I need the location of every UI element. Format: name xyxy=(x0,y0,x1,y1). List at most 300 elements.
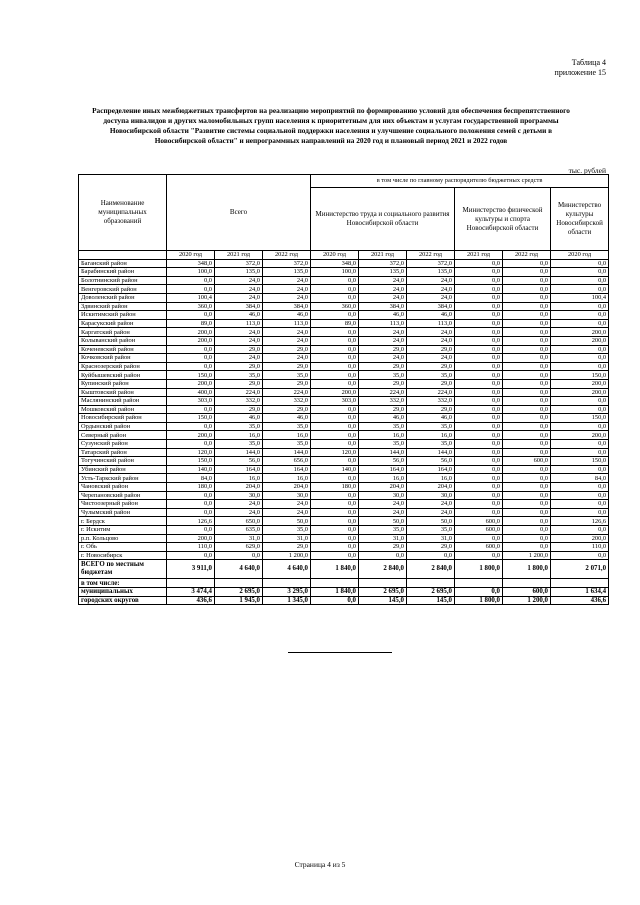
value-cell: 150,0 xyxy=(551,457,609,466)
row-label-cell: Кыштовский район xyxy=(79,388,167,397)
row-label-cell: Коченевский район xyxy=(79,345,167,354)
value-cell: 24,0 xyxy=(215,293,263,302)
value-cell: 0,0 xyxy=(503,285,551,294)
value-cell: 0,0 xyxy=(455,551,503,560)
value-cell: 29,0 xyxy=(407,345,455,354)
value-cell: 348,0 xyxy=(311,259,359,268)
value-cell: 29,0 xyxy=(263,362,311,371)
value-cell: 24,0 xyxy=(407,336,455,345)
value-cell: 0,0 xyxy=(167,311,215,320)
row-label-cell: муниципальных xyxy=(79,587,167,596)
value-cell: 180,0 xyxy=(311,483,359,492)
value-cell: 150,0 xyxy=(551,414,609,423)
value-cell: 29,0 xyxy=(215,345,263,354)
value-cell: 144,0 xyxy=(263,448,311,457)
value-cell: 0,0 xyxy=(455,422,503,431)
value-cell: 2 695,0 xyxy=(215,587,263,596)
value-cell: 0,0 xyxy=(311,491,359,500)
value-cell: 0,0 xyxy=(551,500,609,509)
value-cell: 0,0 xyxy=(455,388,503,397)
value-cell: 145,0 xyxy=(359,596,407,605)
subtotal-row xyxy=(79,596,609,605)
value-cell: 1 800,0 xyxy=(503,560,551,579)
value-cell: 200,0 xyxy=(167,336,215,345)
value-cell: 384,0 xyxy=(359,302,407,311)
value-cell: 0,0 xyxy=(311,457,359,466)
value-cell: 2 840,0 xyxy=(407,560,455,579)
row-label-cell: Болотнинский район xyxy=(79,276,167,285)
ministry-sport-header: Министерство физической культуры и спорта Новосибирской области xyxy=(455,188,551,251)
value-cell: 144,0 xyxy=(407,448,455,457)
value-cell: 126,6 xyxy=(167,517,215,526)
value-cell: 224,0 xyxy=(359,388,407,397)
value-cell: 0,0 xyxy=(503,517,551,526)
value-cell: 0,0 xyxy=(311,328,359,337)
value-cell: 0,0 xyxy=(503,508,551,517)
value-cell: 150,0 xyxy=(167,371,215,380)
value-cell: 29,0 xyxy=(359,543,407,552)
value-cell: 0,0 xyxy=(551,276,609,285)
value-cell: 200,0 xyxy=(551,388,609,397)
value-cell: 0,0 xyxy=(167,354,215,363)
value-cell: 1 200,0 xyxy=(263,551,311,560)
value-cell: 164,0 xyxy=(359,465,407,474)
value-cell: 0,0 xyxy=(311,543,359,552)
value-cell: 35,0 xyxy=(215,440,263,449)
table-row xyxy=(79,259,609,268)
value-cell: 0,0 xyxy=(311,422,359,431)
row-label-cell: Венгеровский район xyxy=(79,285,167,294)
value-cell: 24,0 xyxy=(359,276,407,285)
value-cell: 35,0 xyxy=(407,371,455,380)
page-header xyxy=(555,58,606,78)
value-cell: 0,0 xyxy=(551,491,609,500)
value-cell: 2 071,0 xyxy=(551,560,609,579)
value-cell: 24,0 xyxy=(215,328,263,337)
ministry-labor-header: Министерство труда и социального развития Новосибирской области xyxy=(311,188,455,251)
value-cell: 224,0 xyxy=(407,388,455,397)
value-cell: 24,0 xyxy=(263,285,311,294)
value-cell: 0,0 xyxy=(311,345,359,354)
table-row xyxy=(79,379,609,388)
value-cell: 0,0 xyxy=(551,551,609,560)
value-cell: 0,0 xyxy=(503,543,551,552)
value-cell: 0,0 xyxy=(311,551,359,560)
value-cell: 0,0 xyxy=(455,500,503,509)
value-cell: 0,0 xyxy=(311,285,359,294)
row-label-cell: Каргатский район xyxy=(79,328,167,337)
year-header-row xyxy=(79,251,609,260)
table-row xyxy=(79,551,609,560)
row-label-cell: Усть-Таркский район xyxy=(79,474,167,483)
value-cell: 0,0 xyxy=(503,397,551,406)
value-cell: 16,0 xyxy=(215,474,263,483)
table-row xyxy=(79,465,609,474)
value-cell: 24,0 xyxy=(215,508,263,517)
value-cell: 0,0 xyxy=(503,388,551,397)
value-cell: 0,0 xyxy=(455,371,503,380)
value-cell: 0,0 xyxy=(551,362,609,371)
row-label-cell: Черепановский район xyxy=(79,491,167,500)
value-cell: 24,0 xyxy=(359,293,407,302)
value-cell: 1 800,0 xyxy=(455,560,503,579)
table-row xyxy=(79,422,609,431)
row-label-cell: Чулымский район xyxy=(79,508,167,517)
value-cell: 0,0 xyxy=(311,508,359,517)
value-cell: 332,0 xyxy=(407,397,455,406)
value-cell: 135,0 xyxy=(359,268,407,277)
value-cell: 164,0 xyxy=(263,465,311,474)
value-cell: 384,0 xyxy=(215,302,263,311)
value-cell: 29,0 xyxy=(359,345,407,354)
value-cell: 84,0 xyxy=(167,474,215,483)
table-row xyxy=(79,431,609,440)
value-cell: 35,0 xyxy=(359,526,407,535)
value-cell: 384,0 xyxy=(407,302,455,311)
table-row xyxy=(79,354,609,363)
value-cell: 84,0 xyxy=(551,474,609,483)
value-cell: 0,0 xyxy=(503,474,551,483)
value-cell: 24,0 xyxy=(407,500,455,509)
value-cell: 29,0 xyxy=(407,362,455,371)
value-cell: 46,0 xyxy=(215,311,263,320)
value-cell: 600,0 xyxy=(503,587,551,596)
value-cell: 0,0 xyxy=(455,362,503,371)
value-cell: 0,0 xyxy=(167,405,215,414)
row-label-cell: Татарский район xyxy=(79,448,167,457)
value-cell: 635,0 xyxy=(215,526,263,535)
value-cell: 56,0 xyxy=(359,457,407,466)
value-cell: 31,0 xyxy=(407,534,455,543)
value-cell: 29,0 xyxy=(407,379,455,388)
value-cell: 600,0 xyxy=(455,526,503,535)
value-cell: 30,0 xyxy=(407,491,455,500)
value-cell: 0,0 xyxy=(455,379,503,388)
separator-line xyxy=(288,652,392,653)
value-cell: 31,0 xyxy=(215,534,263,543)
total-column-header: Всего xyxy=(167,175,311,251)
value-cell: 0,0 xyxy=(551,302,609,311)
value-cell: 0,0 xyxy=(503,483,551,492)
value-cell: 348,0 xyxy=(167,259,215,268)
value-cell: 1 945,0 xyxy=(215,596,263,605)
value-cell: 24,0 xyxy=(359,336,407,345)
value-cell: 436,6 xyxy=(551,596,609,605)
value-cell: 24,0 xyxy=(215,336,263,345)
value-cell: 1 634,4 xyxy=(551,587,609,596)
value-cell: 0,0 xyxy=(311,500,359,509)
value-cell: 1 200,0 xyxy=(503,551,551,560)
value-cell: 0,0 xyxy=(311,293,359,302)
table-row xyxy=(79,319,609,328)
value-cell: 0,0 xyxy=(167,276,215,285)
row-label-cell: Колыванский район xyxy=(79,336,167,345)
value-cell: 46,0 xyxy=(359,311,407,320)
value-cell: 0,0 xyxy=(503,379,551,388)
value-cell: 35,0 xyxy=(263,526,311,535)
value-cell: 0,0 xyxy=(455,440,503,449)
value-cell: 144,0 xyxy=(215,448,263,457)
value-cell: 46,0 xyxy=(407,311,455,320)
table-row xyxy=(79,293,609,302)
value-cell: 24,0 xyxy=(263,293,311,302)
value-cell: 0,0 xyxy=(455,336,503,345)
table-row xyxy=(79,302,609,311)
value-cell: 0,0 xyxy=(455,534,503,543)
row-label-cell: Куйбышевский район xyxy=(79,371,167,380)
value-cell: 0,0 xyxy=(455,276,503,285)
value-cell: 0,0 xyxy=(503,448,551,457)
row-label-cell: Купинский район xyxy=(79,379,167,388)
empty-cell xyxy=(503,579,551,588)
value-cell: 24,0 xyxy=(359,354,407,363)
value-cell: 113,0 xyxy=(359,319,407,328)
value-cell: 0,0 xyxy=(311,354,359,363)
value-cell: 29,0 xyxy=(263,379,311,388)
value-cell: 50,0 xyxy=(359,517,407,526)
value-cell: 100,4 xyxy=(167,293,215,302)
table-row xyxy=(79,328,609,337)
table-number: Таблица 4 xyxy=(571,58,606,67)
value-cell: 0,0 xyxy=(167,422,215,431)
table-row xyxy=(79,448,609,457)
table-row xyxy=(79,440,609,449)
value-cell: 224,0 xyxy=(263,388,311,397)
row-label-cell: Северный район xyxy=(79,431,167,440)
value-cell: 0,0 xyxy=(167,526,215,535)
value-cell: 0,0 xyxy=(551,405,609,414)
value-cell: 0,0 xyxy=(455,457,503,466)
value-cell: 2 840,0 xyxy=(359,560,407,579)
value-cell: 0,0 xyxy=(215,551,263,560)
value-cell: 110,0 xyxy=(551,543,609,552)
row-label-cell: Искитимский район xyxy=(79,311,167,320)
table-row xyxy=(79,362,609,371)
breakdown-header: в том числе по главному распорядителю бюджетных средств xyxy=(311,175,609,188)
table-row xyxy=(79,543,609,552)
value-cell: 4 640,0 xyxy=(215,560,263,579)
value-cell: 164,0 xyxy=(407,465,455,474)
value-cell: 0,0 xyxy=(455,448,503,457)
value-cell: 35,0 xyxy=(359,440,407,449)
value-cell: 0,0 xyxy=(551,483,609,492)
year-header-cell: 2021 год xyxy=(215,251,263,260)
row-label-cell: г. Искитим xyxy=(79,526,167,535)
value-cell: 120,0 xyxy=(167,448,215,457)
year-header-cell: 2021 год xyxy=(359,251,407,260)
value-cell: 3 911,0 xyxy=(167,560,215,579)
value-cell: 150,0 xyxy=(167,414,215,423)
value-cell: 35,0 xyxy=(407,440,455,449)
value-cell: 0,0 xyxy=(551,526,609,535)
value-cell: 31,0 xyxy=(359,534,407,543)
value-cell: 56,0 xyxy=(407,457,455,466)
table-row xyxy=(79,345,609,354)
value-cell: 30,0 xyxy=(359,491,407,500)
value-cell: 0,0 xyxy=(167,508,215,517)
value-cell: 24,0 xyxy=(407,293,455,302)
value-cell: 0,0 xyxy=(503,491,551,500)
value-cell: 600,0 xyxy=(455,543,503,552)
value-cell: 0,0 xyxy=(455,293,503,302)
value-cell: 0,0 xyxy=(503,302,551,311)
value-cell: 2 695,0 xyxy=(407,587,455,596)
value-cell: 360,0 xyxy=(311,302,359,311)
value-cell: 0,0 xyxy=(311,336,359,345)
value-cell: 0,0 xyxy=(503,440,551,449)
value-cell: 0,0 xyxy=(167,440,215,449)
value-cell: 0,0 xyxy=(503,345,551,354)
value-cell: 0,0 xyxy=(503,319,551,328)
table-row xyxy=(79,534,609,543)
value-cell: 0,0 xyxy=(359,551,407,560)
empty-cell xyxy=(455,579,503,588)
value-cell: 204,0 xyxy=(359,483,407,492)
value-cell: 24,0 xyxy=(263,336,311,345)
value-cell: 0,0 xyxy=(407,551,455,560)
value-cell: 0,0 xyxy=(311,526,359,535)
row-label-cell: Краснозерский район xyxy=(79,362,167,371)
value-cell: 600,0 xyxy=(503,457,551,466)
row-label-cell: Мошковский район xyxy=(79,405,167,414)
table-row xyxy=(79,371,609,380)
value-cell: 1 840,0 xyxy=(311,587,359,596)
value-cell: 0,0 xyxy=(311,405,359,414)
value-cell: 200,0 xyxy=(167,431,215,440)
value-cell: 164,0 xyxy=(215,465,263,474)
value-cell: 135,0 xyxy=(263,268,311,277)
value-cell: 0,0 xyxy=(455,268,503,277)
value-cell: 200,0 xyxy=(551,534,609,543)
empty-cell xyxy=(167,579,215,588)
value-cell: 0,0 xyxy=(455,508,503,517)
value-cell: 24,0 xyxy=(407,285,455,294)
value-cell: 0,0 xyxy=(551,345,609,354)
value-cell: 180,0 xyxy=(167,483,215,492)
value-cell: 332,0 xyxy=(215,397,263,406)
value-cell: 0,0 xyxy=(455,328,503,337)
empty-cell xyxy=(359,579,407,588)
row-label-cell: Кочковский район xyxy=(79,354,167,363)
value-cell: 0,0 xyxy=(503,336,551,345)
value-cell: 29,0 xyxy=(215,379,263,388)
value-cell: 303,0 xyxy=(311,397,359,406)
table-row xyxy=(79,526,609,535)
value-cell: 16,0 xyxy=(263,431,311,440)
value-cell: 0,0 xyxy=(455,397,503,406)
value-cell: 2 695,0 xyxy=(359,587,407,596)
value-cell: 24,0 xyxy=(359,500,407,509)
value-cell: 0,0 xyxy=(551,285,609,294)
value-cell: 0,0 xyxy=(455,465,503,474)
value-cell: 0,0 xyxy=(503,534,551,543)
value-cell: 35,0 xyxy=(359,371,407,380)
value-cell: 3 474,4 xyxy=(167,587,215,596)
value-cell: 29,0 xyxy=(407,405,455,414)
row-label-cell: г. Бердск xyxy=(79,517,167,526)
value-cell: 24,0 xyxy=(215,276,263,285)
year-header-cell: 2020 год xyxy=(311,251,359,260)
year-header-cell: 2020 год xyxy=(167,251,215,260)
value-cell: 0,0 xyxy=(455,259,503,268)
value-cell: 16,0 xyxy=(215,431,263,440)
value-cell: 0,0 xyxy=(551,465,609,474)
value-cell: 0,0 xyxy=(311,362,359,371)
table-row xyxy=(79,285,609,294)
value-cell: 436,6 xyxy=(167,596,215,605)
value-cell: 126,6 xyxy=(551,517,609,526)
value-cell: 0,0 xyxy=(311,379,359,388)
value-cell: 24,0 xyxy=(407,508,455,517)
value-cell: 35,0 xyxy=(263,371,311,380)
table-row xyxy=(79,414,609,423)
value-cell: 24,0 xyxy=(407,328,455,337)
including-label: в том числе: xyxy=(79,579,167,588)
value-cell: 200,0 xyxy=(551,379,609,388)
value-cell: 16,0 xyxy=(359,474,407,483)
value-cell: 200,0 xyxy=(551,431,609,440)
subtotal-row xyxy=(79,587,609,596)
value-cell: 1 200,0 xyxy=(503,596,551,605)
value-cell: 29,0 xyxy=(263,405,311,414)
value-cell: 200,0 xyxy=(551,328,609,337)
value-cell: 0,0 xyxy=(455,405,503,414)
row-label-cell: Маслянинский район xyxy=(79,397,167,406)
value-cell: 24,0 xyxy=(263,508,311,517)
row-label-cell: р.п. Кольцово xyxy=(79,534,167,543)
value-cell: 24,0 xyxy=(263,276,311,285)
value-cell: 0,0 xyxy=(551,422,609,431)
table-row xyxy=(79,336,609,345)
value-cell: 0,0 xyxy=(455,431,503,440)
value-cell: 0,0 xyxy=(503,422,551,431)
value-cell: 0,0 xyxy=(503,268,551,277)
empty-cell xyxy=(263,579,311,588)
value-cell: 140,0 xyxy=(311,465,359,474)
table-row xyxy=(79,397,609,406)
value-cell: 0,0 xyxy=(503,259,551,268)
value-cell: 46,0 xyxy=(215,414,263,423)
value-cell: 35,0 xyxy=(215,371,263,380)
table-row xyxy=(79,483,609,492)
empty-cell xyxy=(407,579,455,588)
value-cell: 360,0 xyxy=(167,302,215,311)
value-cell: 3 295,0 xyxy=(263,587,311,596)
value-cell: 29,0 xyxy=(215,362,263,371)
value-cell: 0,0 xyxy=(551,448,609,457)
value-cell: 629,0 xyxy=(215,543,263,552)
table-row xyxy=(79,474,609,483)
table-row xyxy=(79,457,609,466)
value-cell: 29,0 xyxy=(215,405,263,414)
value-cell: 35,0 xyxy=(215,422,263,431)
year-header-cell: 2022 год xyxy=(407,251,455,260)
value-cell: 24,0 xyxy=(215,285,263,294)
value-cell: 204,0 xyxy=(215,483,263,492)
value-cell: 303,0 xyxy=(167,397,215,406)
year-header-cell: 2022 год xyxy=(263,251,311,260)
value-cell: 150,0 xyxy=(167,457,215,466)
value-cell: 100,0 xyxy=(167,268,215,277)
value-cell: 204,0 xyxy=(407,483,455,492)
row-label-cell: городских округов xyxy=(79,596,167,605)
year-header-cell: 2020 год xyxy=(551,251,609,260)
value-cell: 29,0 xyxy=(407,543,455,552)
value-cell: 0,0 xyxy=(311,474,359,483)
value-cell: 46,0 xyxy=(263,311,311,320)
value-cell: 372,0 xyxy=(359,259,407,268)
value-cell: 50,0 xyxy=(263,517,311,526)
